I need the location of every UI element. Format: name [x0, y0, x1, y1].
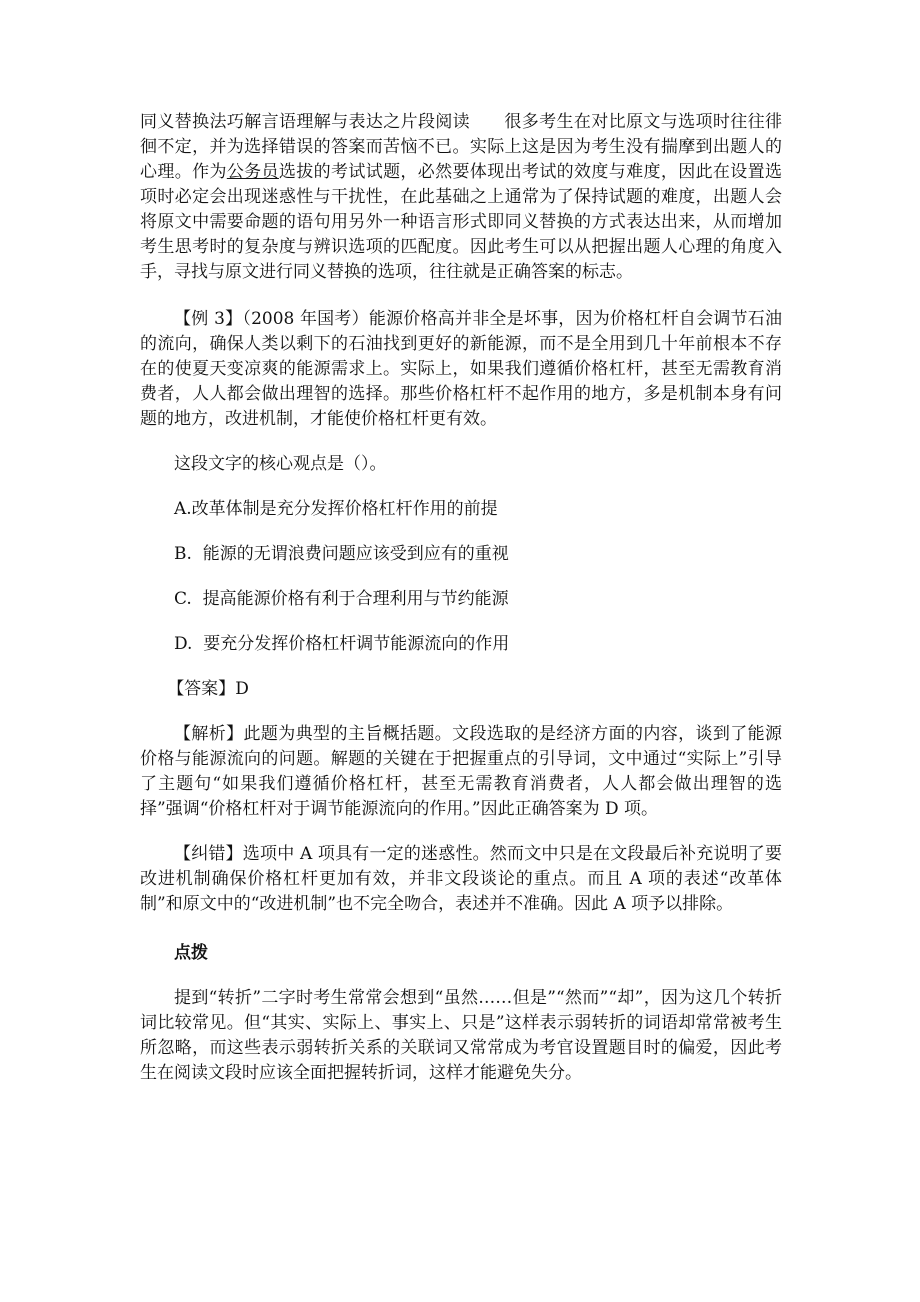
example-paragraph: [140, 307, 782, 432]
tip-paragraph: 提到“转折”二字时考生常常会想到“虽然……但是”“然而”“却”，因为这几个转折词比较常见。但“其实、实际上、事实上、只是”这样表示弱转折的词语却常常被考生所忽略，而这些表示弱转折关系的关联词又常常成为考官设置题目时的偏爱，因此考生在阅读文段时应该全面把握转折词，这样才能避免失分。: [140, 988, 782, 1083]
question-stem: 这段文字的核心观点是（）。: [174, 454, 387, 474]
intro-paragraph: [140, 110, 782, 285]
intro-text-after-link: 选拔的考试试题，必然要体现出考试的效度与难度，因此在设置选项时必定会出现迷惑性与干扰性，在此基础之上通常为了保持试题的难度，出题人会将原文中需要命题的语句用另外一种语言形式即同义替换的方式表达出来，从而增加考生思考时的复杂度与辨识选项的匹配度。因此考生可以从把握出题人心理的角度入手，寻找与原文进行同义替换的选项，往往就是正确答案的标志。: [140, 162, 783, 282]
article-title: 同义替换法巧解言语理解与表达之片段阅读: [140, 112, 471, 132]
answer-line: [140, 677, 782, 702]
option-a: A.改革体制是充分发挥价格杠杆作用的前提: [174, 499, 498, 519]
answer-label: 【答案】: [167, 679, 236, 699]
option-c: C. 提高能源价格有利于合理利用与节约能源: [174, 589, 509, 609]
tip-heading: 点拨: [174, 943, 208, 963]
option-b: B. 能源的无谓浪费问题应该受到应有的重视: [174, 544, 509, 564]
example-label: 【例 3】: [174, 309, 243, 329]
analysis-text: 此题为典型的主旨概括题。文段选取的是经济方面的内容，谈到了能源价格与能源流向的问题。解题的关键在于把握重点的引导词，文中通过“实际上”引导了主题句“如果我们遵循价格杠杆，甚至无需教育消费者，人人都会做出理智的选择”强调“价格杠杆对于调节能源流向的作用。”因此正确答案为 D 项。: [140, 724, 783, 819]
analysis-label: 【解析】: [174, 724, 244, 744]
option-d: D. 要充分发挥价格杠杆调节能源流向的作用: [174, 634, 510, 654]
correction-paragraph: [140, 842, 782, 917]
correction-label: 【纠错】: [174, 844, 243, 864]
civil-servant-link[interactable]: 公务员: [226, 162, 279, 182]
intro-text-before-link: 很多考生在对比原文与选项时往往徘徊不定，并为选择错误的答案而苦恼不已。实际上这是因为考生没有揣摩到出题人的心理。作为: [140, 112, 783, 182]
example-text: （2008 年国考）能源价格高并非全是坏事，因为价格杠杆自会调节石油的流向，确保人类以剩下的石油找到更好的新能源，而不是全用到几十年前根本不存在的使夏天变凉爽的能源需求上。实际上，如果我们遵循价格杠杆，甚至无需教育消费者，人人都会做出理智的选择。那些价格杠杆不起作用的地方，多是机制本身有问题的地方，改进机制，才能使价格杠杆更有效。: [140, 309, 782, 429]
correction-text: 选项中 A 项具有一定的迷惑性。然而文中只是在文段最后补充说明了要改进机制确保价格杠杆更加有效，并非文段谈论的重点。而且 A 项的表述“改革体制”和原文中的“改进机制”也不完全吻合，表述并不准确。因此 A 项予以排除。: [140, 844, 782, 914]
answer-value: D: [235, 679, 249, 699]
document-page: [140, 110, 782, 1086]
analysis-paragraph: [140, 722, 782, 822]
